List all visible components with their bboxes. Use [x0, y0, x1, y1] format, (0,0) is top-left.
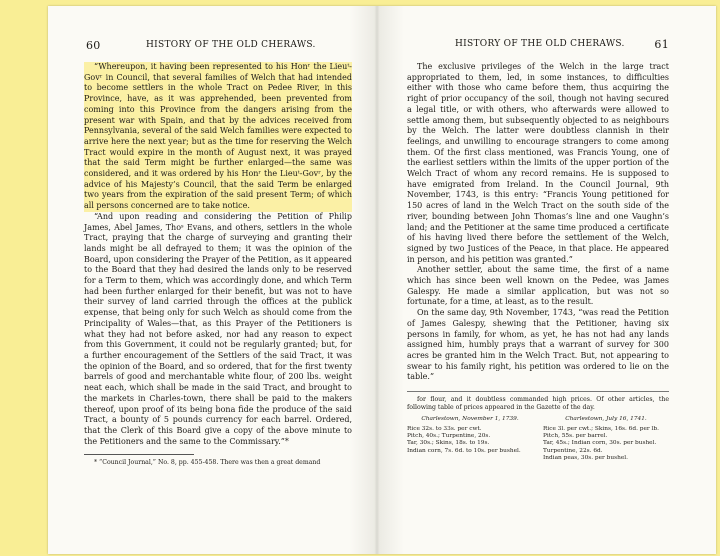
price-line: Indian peas, 30s. per bushel.	[543, 455, 628, 462]
price-line: Tar, 30s.; Skins, 18s. to 19s.	[407, 440, 490, 447]
price-line: Indian corn, 7s. 6d. to 10s. per bushel.	[407, 447, 521, 454]
petition-paragraph: “And upon reading and considering the Petition of Philip James, Abel James, Thoˢ Evans, and others, settlers in the whole Tract, praying that the charge of surveying and granting their lands might be all defrayed to them; it was the opinion of the Board, upon considering the Prayer of the Petition, as it appeared to the Board that they had desired the lands only to be reserved for a Term to them, which was accordingly done, and which Term had been further enlarged for their benefit, but was not to have their survey of land carried through the offices at the publick expense, that being only for such Welch as should come from the Principality of Wales—that, as this Prayer of the Petitioners is what they had not before asked, nor had any reason to expect from this Government, it could not be regularly granted; but, for a further encouragement of the Settlers of the said Tract, it was the opinion of the Board, and so ordered, that for the first twenty barrels of good and merchantable white flour, of 200 lbs. weight neat each, which shall be made in the said Tract, and brought to the markets in Charles-town, there shall be paid to the makers thereof, upon proof of its being bona fide the produce of the said Tract, a bounty of 5 pounds currency for each barrel. Ordered, that the Clerk of this Board give a copy of the above minute to the Petitioners and the same to the Commissary.”*	[84, 211, 352, 446]
price-line: Tar, 45s.; Indian corn, 30s. per bushel.	[543, 440, 657, 447]
right-running-head: HISTORY OF THE OLD CHERAWS.	[455, 39, 625, 49]
left-page-body	[84, 62, 352, 467]
footnote-rule	[84, 454, 194, 455]
right-footnote-rule	[407, 391, 669, 392]
price-column-1739	[407, 416, 533, 462]
highlighted-paragraph: “Whereupon, it having been represented to his Honʳ the Lieuᵗ-Govʳ in Council, that several families of Welch that had intended to become settlers in the whole Tract on Pedee River, in this Province, have, as it was apprehended, been prevented from coming into this Province from the dangers arising from the present war with Spain, and that by the advices received from Pennsylvania, several of the said Welch families were expected to arrive here the next year; but as the time for reserving the Welch Tract would expire in the month of August next, it was prayed that the said Term might be further enlarged—the same was considered, and it was ordered by his Honʳ the Lieuᵗ-Govʳ, by the advice of his Majesty’s Council, that the said Term be enlarged two years from the expiration of the said present Term; of which all persons concerned are to take notice.	[84, 62, 352, 211]
price-table	[407, 416, 669, 462]
right-page-body	[407, 62, 669, 463]
left-page-number: 60	[86, 39, 101, 52]
right-footnote: for flour, and it doubtless commanded high prices. Of other articles, the following table of prices appeared in the Gazette of the day.	[407, 396, 669, 412]
right-page-header	[455, 39, 669, 49]
price-line: Rice 32s. to 33s. per cwt.	[407, 425, 482, 432]
price-line: Turpentine, 22s. 6d.	[543, 447, 603, 454]
price-column-1741	[543, 416, 669, 462]
right-paragraph-1: The exclusive privileges of the Welch in the large tract appropriated to them, led, in some instances, to difficulties either with those who came before them, thus acquiring the right of prior occupancy of the soil, though not having secured a legal title, or with others, who afterwards were allowed to settle among them, but subsequently objected to as neighbours by the Welch. The latter were doubtless clannish in their feelings, and unwilling to encourage strangers to come among them. Of the first class mentioned, was Francis Young, one of the earliest settlers within the limits of the upper portion of the Welch Tract of whom any record remains. He is supposed to have emigrated from Ireland. In the Council Journal, 9th November, 1743, is this entry: “Francis Young petitioned for 150 acres of land in the Welch Tract on the south side of the river, bounding between John Thomas’s line and one Vaughn’s land; and the Petitioner at the same time produced a certificate of his having lived there before the settlement of the Welch, signed by two Justices of the Peace, in that place. He appeared in person, and his petition was granted.”	[407, 62, 669, 264]
price-column-title: Charlestown, November 1, 1739.	[421, 416, 519, 423]
price-line: Rice 3l. per cwt.; Skins, 16s. 6d. per lb.	[543, 425, 659, 432]
left-page-header	[86, 39, 352, 52]
right-paragraph-3: On the same day, 9th November, 1743, “was read the Petition of James Galespy, shewing that the Petitioner, having six persons in family, for whom, as yet, he has not had any lands assigned him, humbly prays that a warrant of survey for 300 acres be granted him in the Welch Tract. But, not appearing to swear to his family right, his petition was ordered to lie on the table.”	[407, 308, 669, 382]
price-line: Pitch, 55s. per barrel.	[543, 432, 608, 439]
right-paragraph-2: Another settler, about the same time, the first of a name which has since been well known on the Pedee, was James Galespy. He made a similar application, but was not so fortunate, for a time, at least, as to the result.	[407, 265, 669, 307]
price-column-title: Charlestown, July 16, 1741.	[565, 416, 647, 423]
left-footnote: * “Council Journal,” No. 8, pp. 455-458. There was then a great demand	[94, 459, 321, 467]
price-line: Pitch, 40s.; Turpentine, 20s.	[407, 432, 491, 439]
book-gutter	[350, 6, 404, 554]
right-page-number: 61	[654, 38, 669, 51]
left-running-head: HISTORY OF THE OLD CHERAWS.	[146, 40, 316, 50]
